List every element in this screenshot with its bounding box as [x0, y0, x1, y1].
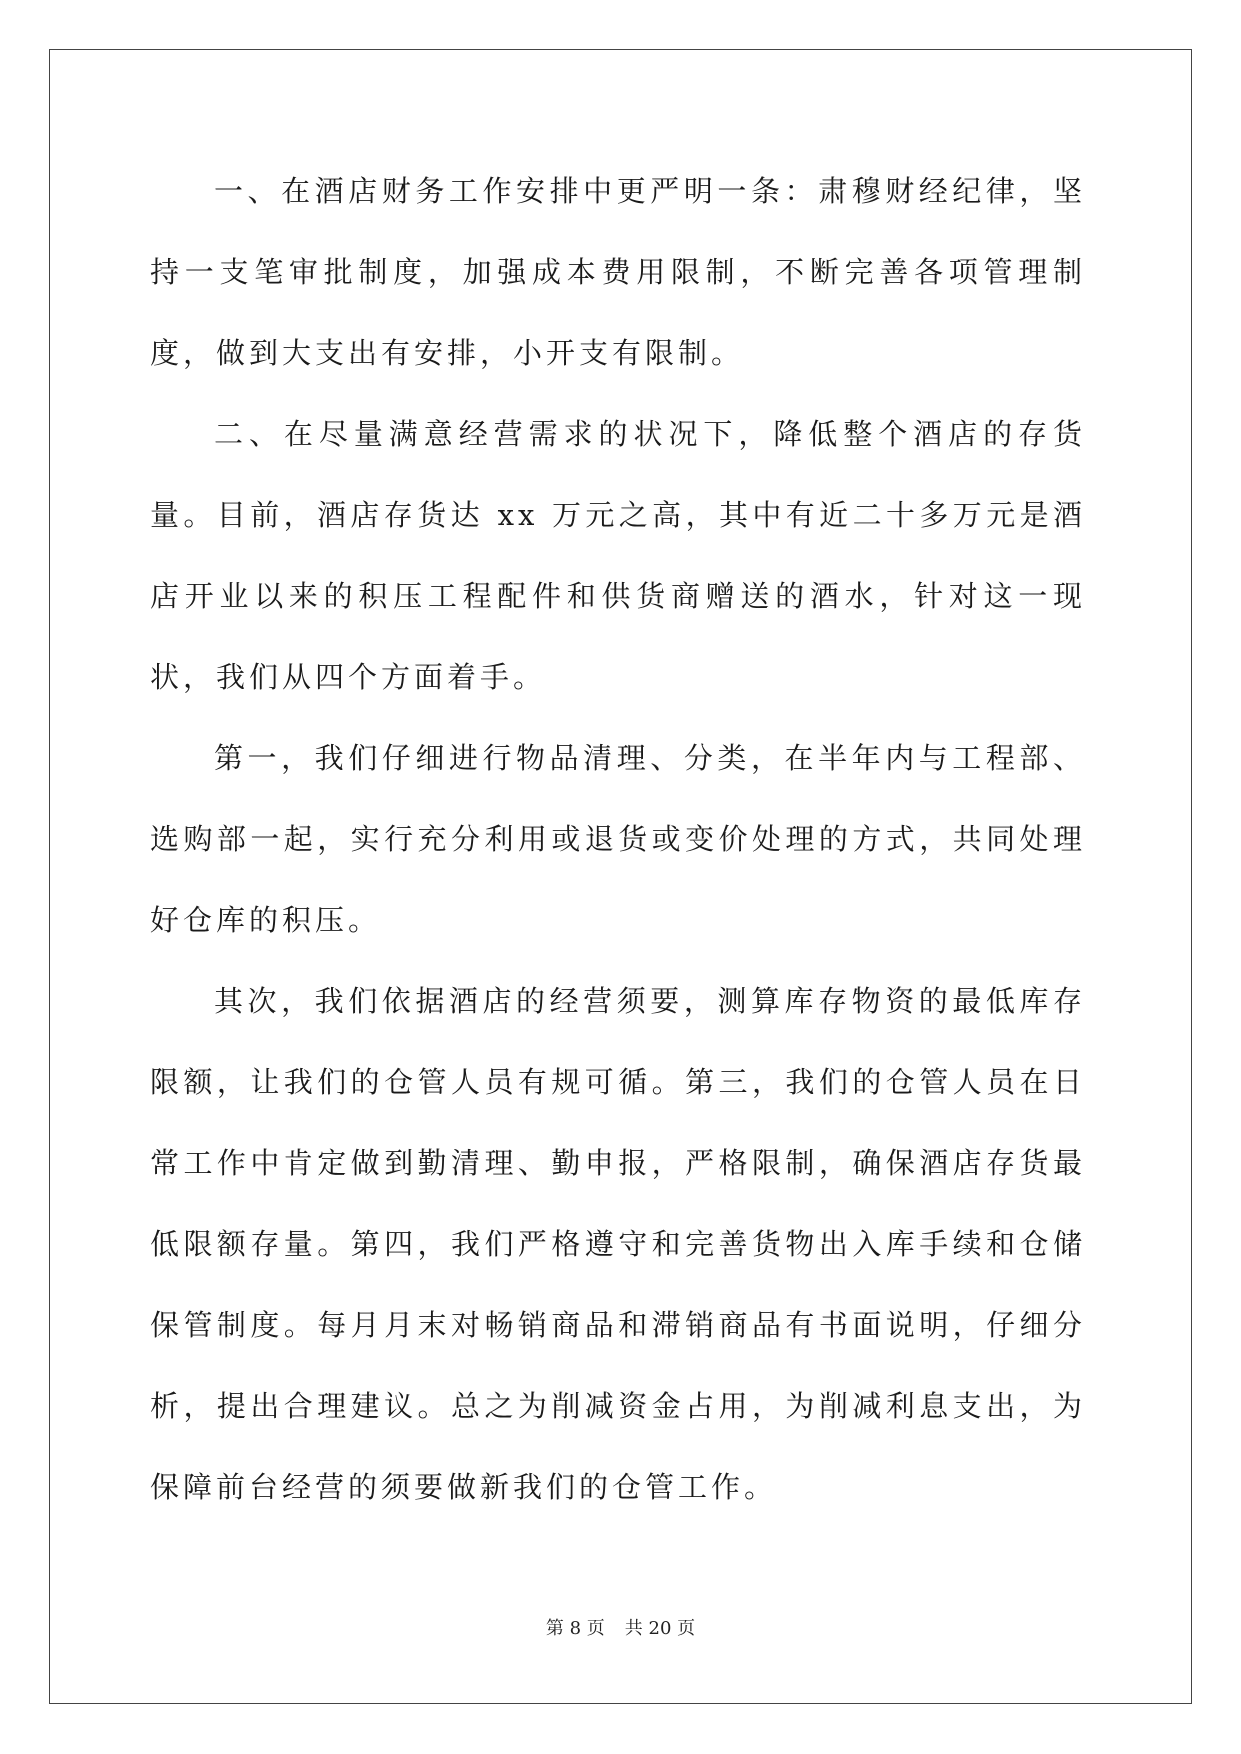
paragraph-2: 二、在尽量满意经营需求的状况下，降低整个酒店的存货量。目前，酒店存货达 xx 万元之高，其中有近二十多万元是酒店开业以来的积压工程配件和供货商赠送的酒水，针对这一现状，我们从四个方面着手。	[150, 417, 1086, 694]
paragraph-4: 其次，我们依据酒店的经营须要，测算库存物资的最低库存限额，让我们的仓管人员有规可循。第三，我们的仓管人员在日常工作中肯定做到勤清理、勤申报，严格限制，确保酒店存货最低限额存量。第四，我们严格遵守和完善货物出入库手续和仓储保管制度。每月月末对畅销商品和滞销商品有书面说明，仔细分析，提出合理建议。总之为削减资金占用，为削减利息支出，为保障前台经营的须要做新我们的仓管工作。	[150, 984, 1086, 1504]
paragraph-1: 一、在酒店财务工作安排中更严明一条：肃穆财经纪律，坚持一支笔审批制度，加强成本费用限制，不断完善各项管理制度，做到大支出有安排，小开支有限制。	[150, 174, 1086, 370]
page-footer	[0, 1614, 1241, 1640]
paragraph-3: 第一，我们仔细进行物品清理、分类，在半年内与工程部、选购部一起，实行充分利用或退货或变价处理的方式，共同处理好仓库的积压。	[150, 741, 1086, 937]
page-number: 第 8 页	[545, 1618, 605, 1639]
document-body	[150, 151, 1086, 1528]
page-total: 共 20 页	[624, 1618, 696, 1639]
